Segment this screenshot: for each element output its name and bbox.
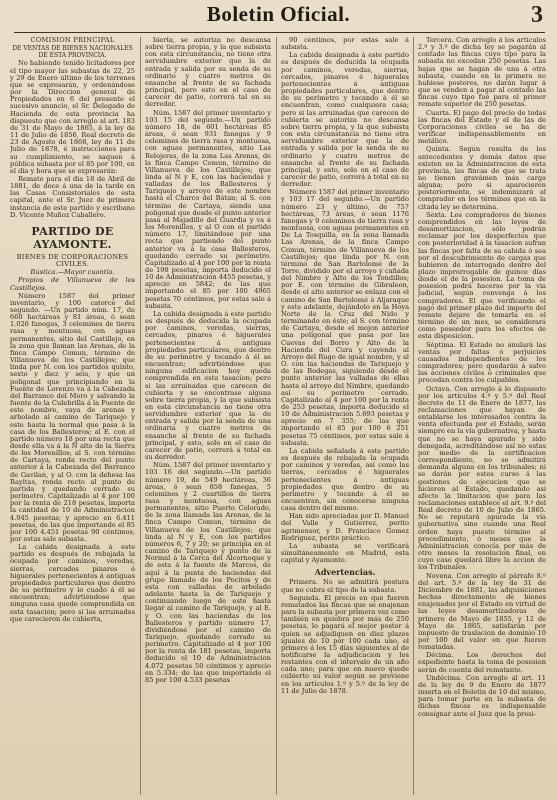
paragraph: Segunda. El precio en que fueren rematados las fincas que se enajenan para la subasta por primera vez como también en quiebra por más de 250 pesetas, lo pagará el mejor postor á quien se adjudiquen en diez plazos iguales de 10 por 100 cada uno, el primero á los 15 días siguientes al de notificarse la adjudicacion y los restantes con el intervalo de un año cada uno; para que en nuevo quede cubierto su valor según se previene en los artículos 1.º y 5.º de la ley de 11 de Julio de 1878. — [281, 593, 409, 695]
paragraph: Cuarta. El pago del precio de todas las fincas del Estado y el de las de Corporaciones civiles se ha de verificar indispensablemente en metálico. — [418, 108, 546, 146]
paragraph: Novena. Con arreglo al párrafo 8.º del art. 5.º de la ley de 31 de Diciembre de 1881, las adquisiciones hechas directamente de bienes enajenados por el Estado en virtud de las leyes desamortizadoras de primero de Mayo de 1855, y 12 de Mayo de 1865, satisfarán por impuesto de traslacion de dominio 10 por 100 del valor en que fueren rematadas. — [418, 571, 546, 652]
paragraph: Número 1587 del primer inventario y 103 17 del segundo.—Un partido número 23 y último, de 757 hectáreas, 73 áreas, ó sean 1176 fanegas y 9 celemines de tierra rasa y montuosa, con aguas permanentes en De La Tosquilla, en la zona llamada Las Arenas, de la finca Campo Comun, término de Villanueva de los Castillejos; que linda por N. con término de San Bartolomé de la Torre, dividido por el arroyo y cañada del Nimbre y Alto de los Tondillos; por E. con término de Gibraleon, desde el alto anterior se enlaza con el camino de San Bartolomé á Aljaraque y este adelante, dejándolo en la Hoya Norte de la Cruz del Nido y terminando en éste; al S. con término de Cartaya, desde el mojon anterior una poligonal que pasa por las Cuevas del Borro y Alto de la Hacienda del Cura y cayendo al Arroyo del Rugo de igual nombre, y al O. con las haciendas de Tariquejo y de las Bodegas, siguiendo desde el punto anterior las valladas de ellas hasta el arroyo del Nimbre, quedando así su perímetro cerrado. Capitalizado al 4 por 100 por la renta de 253 pesetas, importa deducido el 10 de Administracion 5.693 pesetas y aprecio en 7 355; de las que importando el 85 por 100 6 251 pesetas 75 céntimos, por estas sale á subasta. — [281, 188, 409, 447]
page-header — [0, 0, 557, 30]
section-heading: PARTIDO DE AYAMONTE. — [31, 224, 114, 251]
paragraph: La cabida señalada á este partido es después de rebajada la ocupada por caminos y veredas, así como las tierras, cercados é higuerales pertenecientes á antiguas propiedades que dentro de su perímetro y tocando á él se encuentran, sin conocerse ninguna casa dentro del mismo. — [281, 446, 409, 513]
paragraph: COMISION PRINCIPAL — [30, 37, 115, 44]
paragraph: 90 céntimos, por estas sale á subasta. — [281, 37, 409, 52]
paragraph: Núm. 1587 del primer inventario y 103 15 del segundo.—Un partido número 18, de 601 hectáreas 85 áreas, ó sean 931 fanegas y 9 celemines de tierra rasa y montuosa, con aguas permanentes, sitio Las Relojeras, de la zona Las Arenas, de la finca Campo Comun, término de Villanueva de los Castillejos; que linda al N y E, con las haciendas y valladas de los Ballesteros y Tariquejo y arroyo de este nombre hasta el Charco del Bátan; al S. con término de Cartaya, siendo una poligonal que desde el punto anterior pasa al Majadillo del Guardia y va á los Moreníllos, y al O con el partido número 17, limitándose por una recta que partiendo del punto anterior va á la casa Ballesteros, quedando cerrado su perímetro. Capitalizado al 4 por 100 por la renta de 198 pesetas, importa deducido el 10 de Administracion 4455 pesetas, y aprecio en 5842; de las que importando el 85 por 100 4965 pesetas 70 céntimos, por estas sale á subasta. — [145, 108, 271, 310]
paragraph: La subasta se verificará simultáneamente en Madrid, esta capital y Ayamonte. — [281, 541, 409, 565]
subsection-heading: Advertencias. — [314, 567, 376, 578]
paragraph: Tercera. Con arreglo á los artículos 2.º y 3.º de dicha ley se pagarán al contado las fincas cuyo tipo para la subasta no excedan 250 pesetas. Las bajas que se hagan de una á otra subasta, cuando en la primera no hubiese postores, no darán lugar á que se venden á pagar al contado las fincas cuyo tipo fué para el primer remate superior de 250 pesetas. — [418, 37, 546, 109]
paragraph: Sexta. Los compradores de bienes comprendidos en las leyes de desamortizacion, sólo podrán reclamar por los desperfectos que con posterioridad á la tasacion sufran las fincas por falta de su cabida ó sea por el descubrimiento de cargas que hubieren de interrogado dentro del plazo improrrogable de quince días desde el de la posesion. La toma de posesion podrá hacerse por la via judicial, según convenga á los compradores. El que verificando el pago del primer plazo del importe del remate dejare de tomarla en el término de un mes, se considerará como poseedor para los efectos de esta disposicion. — [418, 210, 546, 341]
paragraph: No habiendo tenido licitadores por el tipo mayor las subastas de 22, 25 y 29 de Enero último de los terrenos que se expresarán, y ordenándose por la Direccion general de Propiedades en 6 del presente el sucesivo anuncio, el Sr. Delegado de Hacienda de esta provincia ha dispuesto que con arreglo al art. 183 de 31 de Mayo de 1865, á la ley de 11 de Julio de 1856, Real decreto de 23 de Agosto de 1868, ley de 11 de Julio de 1878, é instrucciones para su cumplimiento, se saquen á pública subasta por el 85 por 100, en el día y hora que se expresarán: — [10, 59, 135, 175]
paragraph: Rústica.—Mayor cuantía. — [30, 268, 115, 277]
column-3 — [281, 37, 409, 795]
column-divider — [140, 37, 141, 795]
column-4 — [418, 37, 546, 795]
paragraph: La cabida designada á este partido es después de deducida la ocupada por caminos, veredas, sierras, cercados, pinares é higuerales pertenecientes á antiguas propiedades particulares, que dentro de su perímetro y tocando á él se encuentran, como cualquiera casa; pero si las arruinadas que carecen de cubierta se autoriza no descansa sobre tierra propia, y la que subsista con esta circunstancia no tiene otra servidumbre exterior que la de entrada y salida por la senda de su ordinario y cuatro metros de ensanche al frente de su fachada principal, y esto, solo en el caso de carecer de patio, correrá á total en su derredor. — [281, 51, 409, 189]
paragraph: Primera. No se admitirá postura que no cubra el tipo de la subasta. — [281, 578, 409, 594]
paragraph: Octava. Con arreglo á lo dispuesto por los artículos 4.º y 5.º del Real decreto de 11 de Enero de 1877, las reclamaciones que hayan de entablarse los interesados contra la venta efectuada por el Estado, serán siempre en la vía gubernativa, y hasta que no se haya apurado y sido denegada, acreditándose así no estas por medio de la certificacion correspondiente, no se admitirá demanda alguna en los tribunales; ni se darán por estos curso á las gestiones de ejecucion que se hicieren al Estado, quedando así afecto la limitacion que para las reclamaciones establece el art. 9.º del Real decreto de 10 de Julio de 1865. No se reputará apurada la vía gubernativa sino cuando una Real órden haya puesto término al procedimiento, ó meses que la Administracion conocía por más de otro meses la resolucion final, en cuyo caso quedará libre la accion de los Tribunales. — [418, 384, 546, 572]
column-divider — [413, 37, 414, 795]
column-2 — [145, 37, 271, 795]
paragraph: La cabida designada á este partido es después de rebajada la ocupada por caminos, veredas, sierras, cercados pinares é higuerales pertenecientes á antiguas propiedades particulares que dentro de su perímetro y lo cuado á él se encuentran; advirtiéndose que ninguna casa quede comprendida en esta tasacion; pero si las arruinadas que carecieron de cubierta, — [10, 543, 135, 623]
paragraph: La cabida designada á este partido es después de deducida la ocupada por caminos, veredas, sierras, cercados, pinares é higuerales pertenecientes á antiguas propiedades particulares, que dentro de su perímetro y tocando á él se encuentran; advirtiéndose que ninguna edificacion hoy queda comprendida en esta tasacion; pero si las arruinadas que carecen de cubierta y se encontrase alguna sobre tierra propia, y la que subsista en esta circunstancia no tiene otra servidumbre exterior que la de entrada y salida por la senda de una ordinaria y cuatro metros de ensanche al frente de su fachada principal, y esto, solo en el caso de carecer de patio, correrá á total en su derredor. — [145, 309, 271, 462]
paragraph: Núm. 1587 del primer inventario y 103 16 del segundo.—Un partido número 19, de 549 hectáreas, 36 áreas, ó sean 858 fanegas, 5 celemines y 2 cuartillos de tierra rasa y montuosa, con aguas permanentes, sitio Puerto Colorado, de la zona llamada las Arenas, de la finca Campo Comun, término de Villanueva de los Castillejos; que linda al N y E, con los partidos números 6, 7 y 20; se principia en el camino de Tariquejo y punto de la Normal á la Cerca del Alcornoque y de esta á la fuente de Marcos, de aquí á la punta de haciendas del grupo llamado de los Pocitos y de esta con valladas de arbolado adelante hasta la de Tariquejo y continuando luego de este hasta llegar al camino de Tariquejo, y al E. y O. con las haciendas de los Ballesteros y partido número 17, dividiéndose por el camino de Tariquejo, quedando cerrado su perímetro. Capitalizado al 4 por 100 por la renta de 181 pesetas, importa deducido el 10 de Administracion 4.072 pesetas 50 céntimos y aprecio en 5.334; de las que importando el 85 por 100 4.533 pesetas — [145, 461, 271, 684]
paragraph: DE VENTAS DE BIENES NACIONALES DE ESTA PROVINCIA. — [12, 45, 133, 60]
paragraph: Quinta. Según resulta de los antecedentes y demás datos que existen en la Administracion de esta provincia, las fincas de que se trata no tienen gravámen más carga alguna; pero si aparecieren posteriormente, se indemnizará al comprador en los términos que en la citada ley se determina. — [418, 145, 546, 211]
header-rule — [14, 32, 545, 33]
paragraph: bierta, se autoriza no descansa sobre tierra propia, y la que subsista con esta circunstancia, no tiene otra servidumbre exterior que la de entrada y salida por su senda de su ordinario y cuatro metros de ensanche al frente de su fachada principal, pero esto en el caso de carecer de patio, correrá tal en su derredor. — [145, 37, 271, 109]
column-divider — [276, 37, 277, 795]
page-title: Boletin Oficial. — [206, 2, 351, 26]
paragraph: Undécima. Con arreglo al art. 11 de la ley de 9 de Enero de 1877 inserta en el Boletin de 10 del mismo, para tomar parte en la subasta de dichas fincas es indispensable consignar ante el Juez que la presi- — [418, 673, 546, 718]
page-number: 3 — [531, 2, 543, 28]
paragraph: Remate para el dia 18 de Abril de 1881, de doce á una de la tarde en las Casas Consistoriales de esta capital, ante el Sr. Juez de primera instancia de este partido y escribano D. Vicente Muñoz Caballero. — [10, 174, 135, 219]
column-1 — [10, 37, 135, 795]
paragraph: BIENES DE CORPORACIONES CIVILES. — [16, 252, 129, 269]
paragraph: Décima. Los derechos del expediente hasta la toma de posesion serán de cuenta del rematante. — [418, 651, 546, 674]
paragraph: Han sido apreciadas por D. Manuel del Valle y Gutierrez, perito agrimensor, y D. Francisco Gomez Rodriguez, perito práctico. — [281, 512, 409, 542]
paragraph: Séptima. El Estado no anulará las ventas por faltas ó perjuicios causados independientes de los compradores; pero quedarán á salvo las acciones civiles ó criminales que procedan contra los culpables. — [418, 340, 546, 385]
paragraph: Número 1587 del primer inventario, y 100 catorce del segundo. —Un partido núm. 17, de 660 hectáreas y 81 áreas, ó sean 1.026 fanegas, 3 celemines de tierra rasa y montuosa, con aguas permanentes, sitio del Castillejo, en la zona que llaman las Arenas, de la finca Campo Comun, término de Villanueva de los Castillejos; que linda por N. con los partidos quinto, sexto y diez y seis, y que un poligonal que principiando en la Fuente de Lorenzo va á la Cabezada del Barranco del Moro y salvando la fuente de la Culebrilla á la Fuente de este nombre, vaya de arenas y arbolado al camino de Tariquejo y este hasta la normal que pasa á la casa de los Ballesteros; al E. con el partido número 18 por una recta que desde ella va á la Ñ alto de la Sierra de los Moreníllos; al S. con término de Cartaya, ronda recto del punto anterior á la Cabezada del Barranco de Gavilan, y al O. con la dehesa las Rayitas, ronda recto al punto de partida y quedando cerrado su perímetro. Capitalizado al 4 por 100 por la renta de 218 pesetas, importa la cantidad de 10 de Administracion 4.945 pesetas; y aprecio en 6.411 pesetas, de las que importando el 85 por 100 4.451 pesetas 90 céntimos, por estas sale subasta. — [10, 291, 135, 543]
paragraph: Propios de Villanueva de los Castillejos. — [10, 276, 135, 292]
